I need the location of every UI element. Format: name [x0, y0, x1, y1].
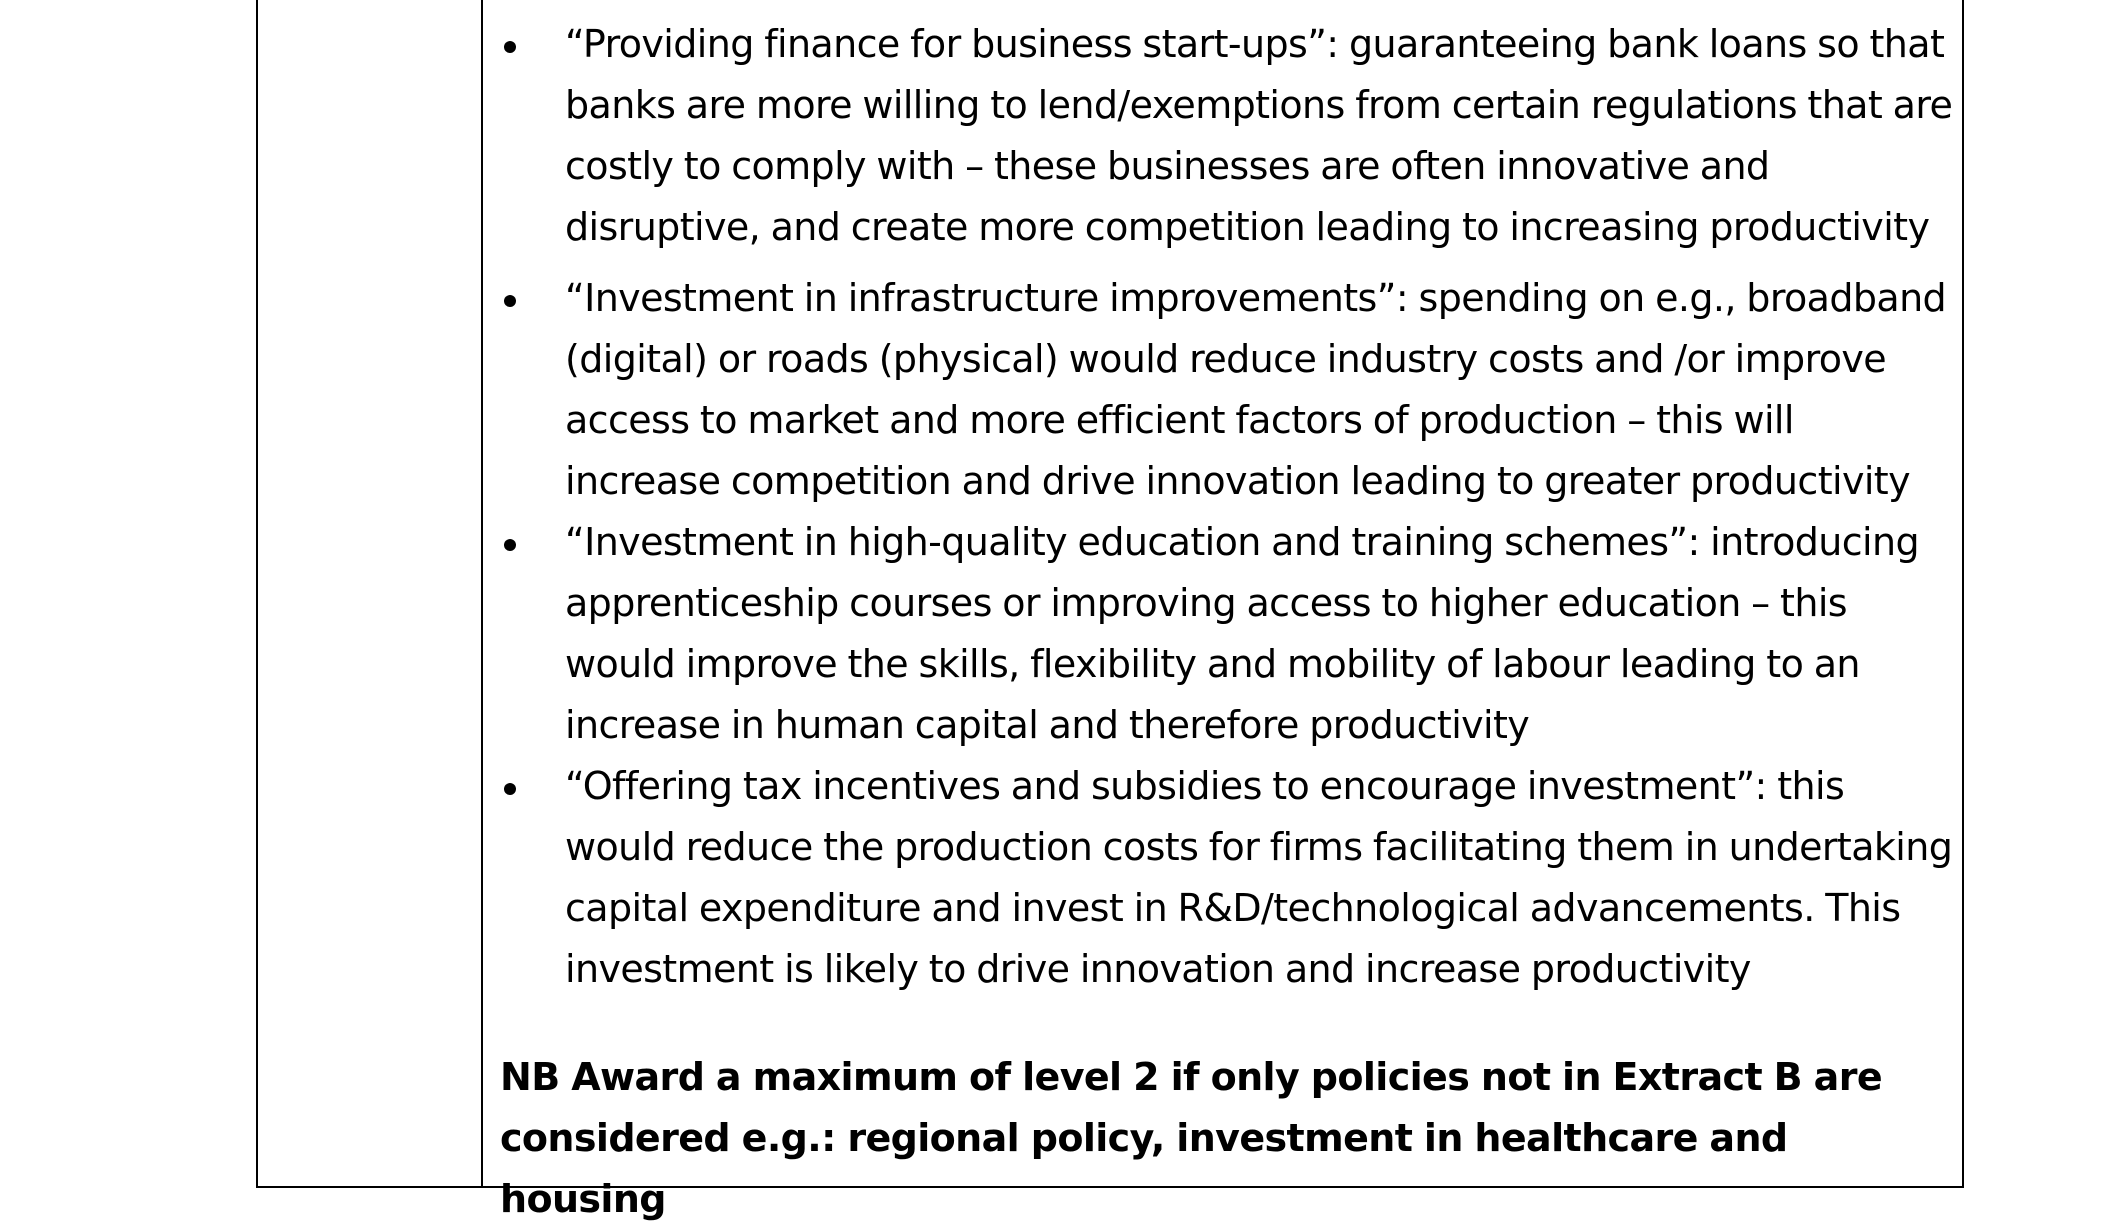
table-column-divider [481, 0, 483, 1188]
bullet-icon [504, 295, 516, 307]
list-item [500, 268, 1955, 512]
bullet-icon [504, 41, 516, 53]
bullet-text: “Investment in infrastructure improvements”: spending on e.g., broadband (digital) or roads (physical) would reduce industry costs and /or improve access to market and more efficient factors of production – this will increase competition and drive innovation leading to greater productivity [565, 276, 1947, 503]
bullet-icon [504, 539, 516, 551]
policy-bullet-list [500, 14, 1955, 1000]
bullet-text: “Offering tax incentives and subsidies to encourage investment”: this would reduce the production costs for firms facilitating them in undertaking capital expenditure and invest in R&D/technological advancements. This investment is likely to drive innovation and increase productivity [565, 764, 1953, 991]
marking-note: NB Award a maximum of level 2 if only policies not in Extract B are considered e.g.: regional policy, investment in healthcare and housing [500, 1055, 1883, 1221]
guidance-cell [500, 14, 1955, 1230]
table-border-left [256, 0, 258, 1188]
list-item [500, 14, 1955, 258]
bullet-text: “Investment in high-quality education and training schemes”: introducing apprenticeship courses or improving access to higher education – this would improve the skills, flexibility and mobility of labour leading to an increase in human capital and therefore productivity [565, 520, 1920, 747]
bullet-icon [504, 783, 516, 795]
bullet-text: “Providing finance for business start-ups”: guaranteeing bank loans so that banks are more willing to lend/exemptions from certain regulations that are costly to comply with – these businesses are often innovative and disruptive, and create more competition leading to increasing productivity [565, 22, 1953, 249]
list-item [500, 512, 1955, 756]
list-item [500, 756, 1955, 1000]
table-border-right [1962, 0, 1964, 1188]
